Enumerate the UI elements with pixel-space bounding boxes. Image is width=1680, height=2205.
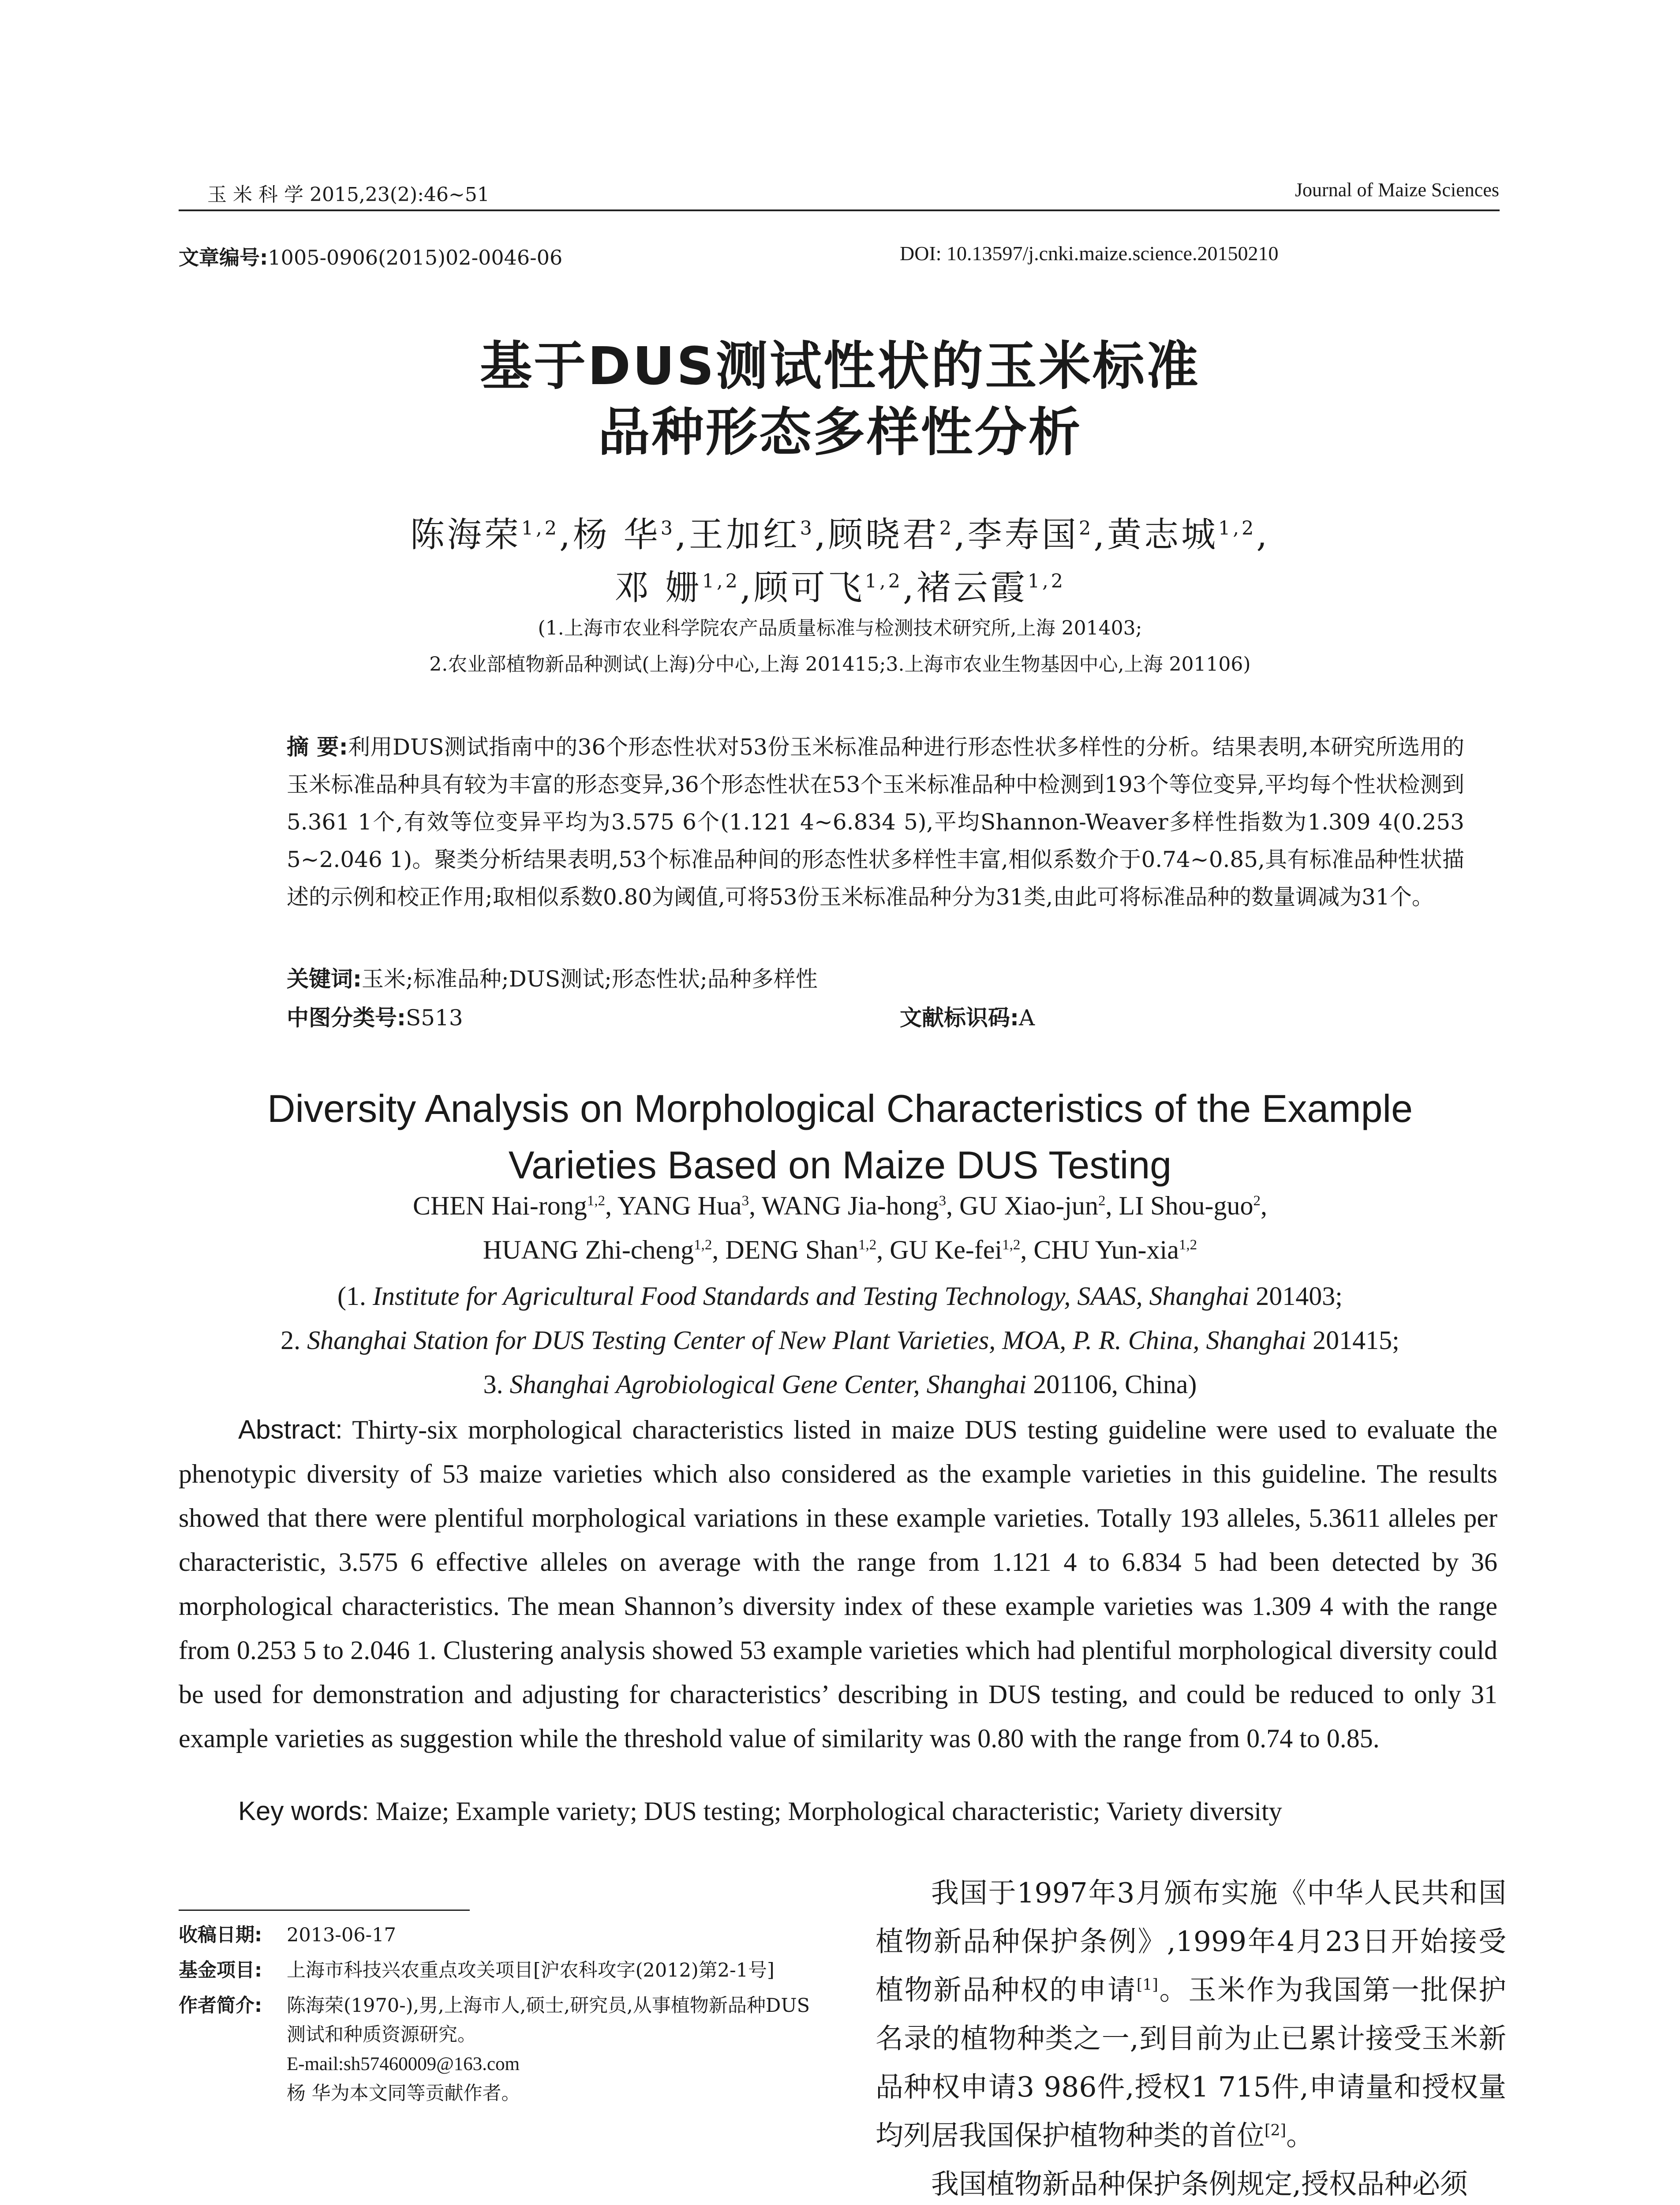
author-label: 作者简介: bbox=[179, 1995, 262, 2017]
author-separator: , bbox=[903, 568, 917, 608]
keywords-cn-label: 关键词: bbox=[287, 966, 362, 992]
affiliation-en-line-2 bbox=[0, 1325, 1680, 1356]
author-name: GU Ke-fei bbox=[890, 1235, 1003, 1264]
affiliation-en-3-prefix: 3. bbox=[483, 1370, 510, 1399]
author-separator: , bbox=[1093, 515, 1108, 555]
author-separator: , bbox=[740, 568, 754, 608]
affiliation-en-line-1 bbox=[0, 1281, 1680, 1312]
author-name: 顾晓君 bbox=[828, 515, 939, 555]
author-name: 陈海荣 bbox=[410, 515, 521, 555]
keywords-en bbox=[238, 1796, 1282, 1827]
affiliation-en-1-prefix: (1. bbox=[337, 1282, 373, 1311]
author-affiliation-mark: 1,2 bbox=[864, 570, 903, 592]
author-affiliation-mark: 2 bbox=[939, 517, 954, 539]
abstract-en bbox=[179, 1408, 1497, 1760]
abstract-cn-label: 摘 要: bbox=[287, 734, 348, 760]
author-separator: , bbox=[876, 1235, 890, 1264]
author-affiliation-mark: 3 bbox=[800, 517, 815, 539]
authors-cn-line-2 bbox=[0, 560, 1680, 609]
header-rule bbox=[179, 209, 1500, 211]
author-email: E-mail:sh57460009@163.com bbox=[287, 2054, 520, 2074]
body-paragraph-1-start: 我国于1997年3月颁布实施《中华人民共和国植物新品种保护条例》,1999年4月23日开始接受植物新品种权的申请 bbox=[876, 1877, 1506, 2006]
affiliation-cn-line-2: 2.农业部植物新品种测试(上海)分中心,上海 201415;3.上海市农业生物基因中心,上海 201106) bbox=[429, 653, 1251, 676]
body-paragraph-1-end: 。 bbox=[1286, 2119, 1314, 2152]
author-name: 王加红 bbox=[688, 515, 800, 555]
authors-en-line-2 bbox=[0, 1235, 1680, 1265]
equal-contribution-note: 杨 华为本文同等贡献作者。 bbox=[287, 2082, 520, 2104]
author-name: HUANG Zhi-cheng bbox=[483, 1235, 694, 1264]
document-code-value: A bbox=[1019, 1005, 1035, 1031]
author-affiliation-mark: 2 bbox=[1079, 517, 1094, 539]
author-name: CHU Yun-xia bbox=[1033, 1235, 1179, 1264]
footnote-rule bbox=[179, 1910, 470, 1911]
footnote-fund bbox=[179, 1956, 818, 1985]
author-separator: , bbox=[559, 515, 573, 555]
affiliation-en-2-suffix: 201415; bbox=[1306, 1326, 1399, 1355]
author-value: 陈海荣(1970-),男,上海市人,硕士,研究员,从事植物新品种DUS测试和种质资源研究。 bbox=[287, 1995, 810, 2046]
author-name: WANG Jia-hong bbox=[761, 1191, 939, 1220]
author-affiliation-mark: 2 bbox=[1253, 1193, 1261, 1209]
fund-label: 基金项目: bbox=[179, 1959, 262, 1981]
article-number-label: 文章编号: bbox=[179, 246, 268, 269]
article-number-value: 1005-0906(2015)02-0046-06 bbox=[268, 246, 563, 269]
author-affiliation-mark: 2 bbox=[1098, 1193, 1106, 1209]
author-name: CHEN Hai-rong bbox=[412, 1191, 587, 1220]
affiliation-en-line-3 bbox=[0, 1369, 1680, 1400]
title-en bbox=[0, 1080, 1680, 1193]
footnote-author bbox=[179, 1991, 818, 2108]
title-cn-line-2: 品种形态多样性分析 bbox=[598, 402, 1082, 463]
author-affiliation-mark: 3 bbox=[660, 517, 675, 539]
keywords-cn bbox=[287, 961, 818, 993]
author-affiliation-mark: 1,2 bbox=[1179, 1237, 1197, 1253]
article-number bbox=[179, 242, 562, 271]
body-text bbox=[876, 1869, 1506, 2205]
author-separator: , bbox=[1256, 515, 1270, 555]
body-paragraph-1 bbox=[876, 1869, 1506, 2160]
affiliation-en-2-institute: Shanghai Station for DUS Testing Center of New Plant Varieties, MOA, P. R. China, Shanghai bbox=[307, 1326, 1306, 1355]
document-code bbox=[900, 1000, 1035, 1032]
abstract-cn-text: 利用DUS测试指南中的36个形态性状对53份玉米标准品种进行形态性状多样性的分析。结果表明,本研究所选用的玉米标准品种具有较为丰富的形态变异,36个形态性状在53个玉米标准品种中检测到193个等位变异,平均每个性状检测到5.361 1个,有效等位变异平均为3.575 6个(1.121 4~6.834 5),平均Shannon-Weaver多样性指数为1.309 4(0.253 5~2.046 1)。聚类分析结果表明,53个标准品种间的形态性状多样性丰富,相似系数介于0.74~0.85,具有标准品种性状描述的示例和校正作用;取相似系数0.80为阈值,可将53份玉米标准品种分为31类,由此可将标准品种的数量调减为31个。 bbox=[287, 734, 1464, 910]
abstract-en-text: Thirty-six morphological characteristics listed in maize DUS testing guideline were used to evaluate the phenotypic diversity of 53 maize varieties which also considered as the example varieties in this guideline. The results showed that there were plentiful morphological variations in these example varieties. Totally 193 alleles, 5.3611 alleles per characteristic, 3.575 6 effective alleles on average with the range from 1.121 4 to 6.834 5 had been detected by 36 morphological characteristics. The mean Shannon’s diversity index of these example varieties was 1.309 4 with the range from 0.253 5 to 2.046 1. Clustering analysis showed 53 example varieties which had plentiful morphological diversity could be used for demonstration and adjusting for characteristics’ describing in DUS testing, and could be reduced to only 31 example varieties as suggestion while the threshold value of similarity was 0.80 with the range from 0.74 to 0.85. bbox=[179, 1415, 1497, 1753]
author-affiliation-mark: 1,2 bbox=[858, 1237, 877, 1253]
author-separator: , bbox=[675, 515, 689, 555]
author-name: 邓 姗 bbox=[614, 568, 702, 608]
authors-cn-line-1 bbox=[0, 507, 1680, 557]
author-name: 褚云霞 bbox=[916, 568, 1028, 608]
author-separator: , bbox=[712, 1235, 726, 1264]
body-paragraph-1-middle: 。玉米作为我国第一批保护名录的植物种类之一,到目前为止已累计接受玉米新品种权申请3 986件,授权1 715件,申请量和授权量均列居我国保护植物种类的首位 bbox=[876, 1974, 1507, 2152]
affiliation-en-1-institute: Institute for Agricultural Food Standards and Testing Technology, SAAS, Shanghai bbox=[373, 1282, 1250, 1311]
affiliation-en-3-suffix: 201106, China) bbox=[1026, 1370, 1197, 1399]
author-affiliation-mark: 1,2 bbox=[587, 1193, 606, 1209]
citation-2: [2] bbox=[1265, 2122, 1287, 2139]
title-en-line-2: Varieties Based on Maize DUS Testing bbox=[508, 1143, 1172, 1187]
author-name: GU Xiao-jun bbox=[959, 1191, 1099, 1220]
author-affiliation-mark: 3 bbox=[939, 1193, 947, 1209]
authors-en-line-1 bbox=[0, 1191, 1680, 1221]
affiliation-en-1-suffix: 201403; bbox=[1249, 1282, 1343, 1311]
author-separator: , bbox=[1020, 1235, 1034, 1264]
author-affiliation-mark: 3 bbox=[741, 1193, 749, 1209]
author-separator: , bbox=[749, 1191, 762, 1220]
author-affiliation-mark: 1,2 bbox=[702, 570, 740, 592]
keywords-en-label: Key words: bbox=[238, 1796, 369, 1826]
author-affiliation-mark: 1,2 bbox=[1002, 1237, 1021, 1253]
abstract-cn bbox=[287, 729, 1464, 916]
fund-value: 上海市科技兴农重点攻关项目[沪农科攻字(2012)第2-1号] bbox=[287, 1959, 775, 1981]
received-value: 2013-06-17 bbox=[287, 1924, 396, 1946]
author-separator: , bbox=[946, 1191, 960, 1220]
author-name: 顾可飞 bbox=[753, 568, 865, 608]
author-separator: , bbox=[954, 515, 968, 555]
author-name: 李寿国 bbox=[968, 515, 1079, 555]
journal-header-left: 玉 米 科 学 2015,23(2):46~51 bbox=[207, 183, 490, 206]
author-affiliation-mark: 1,2 bbox=[694, 1237, 712, 1253]
affiliation-en-3-institute: Shanghai Agrobiological Gene Center, Shanghai bbox=[509, 1370, 1027, 1399]
title-en-line-1: Diversity Analysis on Morphological Characteristics of the Example bbox=[267, 1087, 1413, 1130]
journal-header-right: Journal of Maize Sciences bbox=[1295, 179, 1499, 201]
classification-value: S513 bbox=[406, 1005, 463, 1031]
citation-1: [1] bbox=[1136, 1976, 1158, 1994]
document-code-label: 文献标识码: bbox=[900, 1005, 1019, 1031]
keywords-cn-value: 玉米;标准品种;DUS测试;形态性状;品种多样性 bbox=[362, 966, 818, 992]
classification-label: 中图分类号: bbox=[287, 1005, 406, 1031]
author-name: 黄志城 bbox=[1107, 515, 1219, 555]
author-affiliation-mark: 1,2 bbox=[521, 517, 560, 539]
affiliation-en-2-prefix: 2. bbox=[281, 1326, 307, 1355]
keywords-en-value: Maize; Example variety; DUS testing; Morphological characteristic; Variety diversity bbox=[369, 1797, 1282, 1826]
footnote-received bbox=[179, 1921, 818, 1950]
author-separator: , bbox=[1261, 1191, 1268, 1220]
author-name: LI Shou-guo bbox=[1119, 1191, 1253, 1220]
classification-number bbox=[287, 1000, 463, 1032]
footnotes bbox=[179, 1921, 818, 2108]
body-paragraph-2: 我国植物新品种保护条例规定,授权品种必须 bbox=[931, 2168, 1468, 2200]
author-separator: , bbox=[1105, 1191, 1119, 1220]
affiliation-cn-line-1: (1.上海市农业科学院农产品质量标准与检测技术研究所,上海 201403; bbox=[538, 617, 1142, 639]
author-separator: , bbox=[815, 515, 828, 555]
author-affiliation-mark: 1,2 bbox=[1027, 570, 1066, 592]
doi: DOI: 10.13597/j.cnki.maize.science.20150210 bbox=[900, 242, 1279, 265]
abstract-en-label: Abstract: bbox=[238, 1415, 343, 1444]
author-name: YANG Hua bbox=[617, 1191, 742, 1220]
author-separator: , bbox=[605, 1191, 617, 1220]
author-profile bbox=[287, 1991, 816, 2108]
received-label: 收稿日期: bbox=[179, 1924, 262, 1946]
title-cn-line-1: 基于DUS测试性状的玉米标准 bbox=[480, 336, 1200, 396]
author-affiliation-mark: 1,2 bbox=[1218, 517, 1257, 539]
author-name: DENG Shan bbox=[725, 1235, 859, 1264]
author-name: 杨 华 bbox=[572, 515, 661, 555]
